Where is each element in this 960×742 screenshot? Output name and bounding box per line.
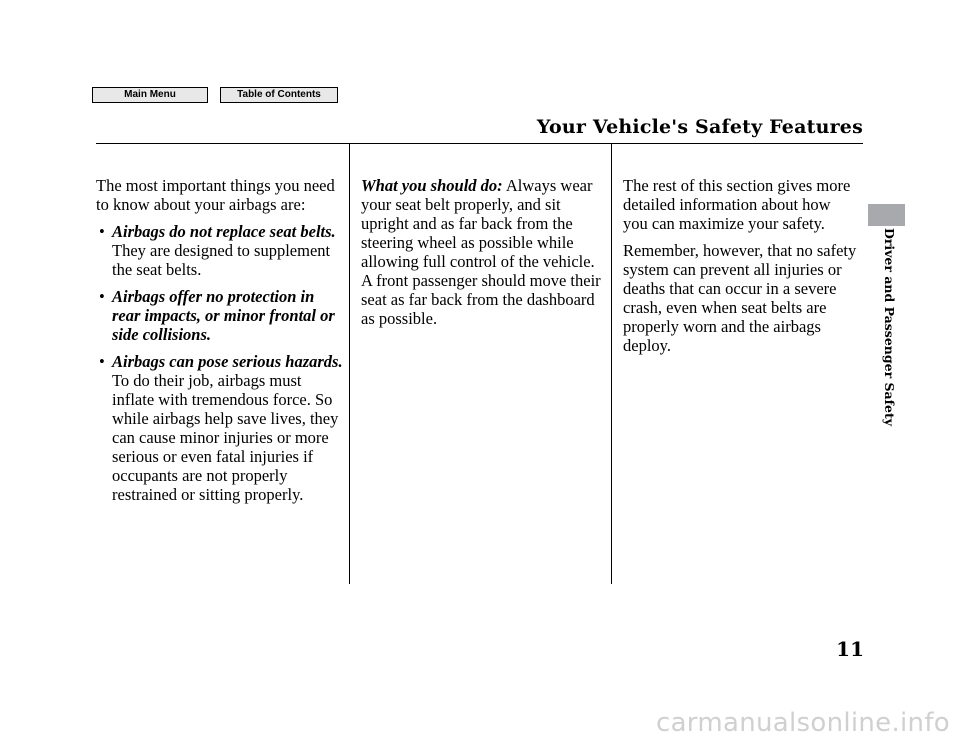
column-3 xyxy=(623,176,858,363)
bullet-heading: Airbags do not replace seat belts. xyxy=(112,222,336,241)
chapter-label: Driver and Passenger Safety xyxy=(882,228,897,427)
bullet-heading: Airbags can pose serious hazards. xyxy=(112,352,343,371)
section-title: Your Vehicle's Safety Features xyxy=(536,116,863,138)
advice-paragraph xyxy=(361,176,606,328)
bullet-text: They are designed to supplement the seat belts. xyxy=(112,241,331,279)
column-divider-2 xyxy=(611,144,612,584)
chapter-tab-marker xyxy=(868,204,905,226)
bullet-item xyxy=(96,287,346,344)
info-paragraph: The rest of this section gives more detailed information about how you can maximize your safety. xyxy=(623,176,851,233)
column-2 xyxy=(361,176,606,328)
bullet-text: To do their job, airbags must inflate with tremendous force. So while airbags help save lives, they can cause minor injuries or more serious or even fatal injuries if occupants are not properly restrained or sitting properly. xyxy=(112,371,339,504)
bullet-icon: • xyxy=(99,352,105,371)
bullet-heading: Airbags offer no protection in rear impacts, or minor frontal or side collisions. xyxy=(112,287,335,344)
header-divider xyxy=(96,143,863,144)
bullet-icon: • xyxy=(99,222,105,241)
warning-paragraph: Remember, however, that no safety system can prevent all injuries or deaths that can occur in a severe crash, even when seat belts are properly worn and the airbags deploy. xyxy=(623,241,857,355)
bullet-item xyxy=(96,222,346,279)
table-of-contents-button[interactable]: Table of Contents xyxy=(220,87,338,103)
watermark: carmanualsonline.info xyxy=(655,708,950,738)
page-number: 11 xyxy=(836,637,864,661)
intro-paragraph: The most important things you need to know about your airbags are: xyxy=(96,176,335,214)
advice-text: Always wear your seat belt properly, and sit upright and as far back from the steering wheel as possible while allowing full control of the vehicle. A front passenger should move their seat as far back from the dashboard as possible. xyxy=(361,176,601,328)
bullet-item xyxy=(96,352,346,504)
column-divider-1 xyxy=(349,144,350,584)
bullet-icon: • xyxy=(99,287,105,306)
advice-lead: What you should do: xyxy=(361,176,503,195)
column-1 xyxy=(96,176,346,512)
main-menu-button[interactable]: Main Menu xyxy=(92,87,208,103)
